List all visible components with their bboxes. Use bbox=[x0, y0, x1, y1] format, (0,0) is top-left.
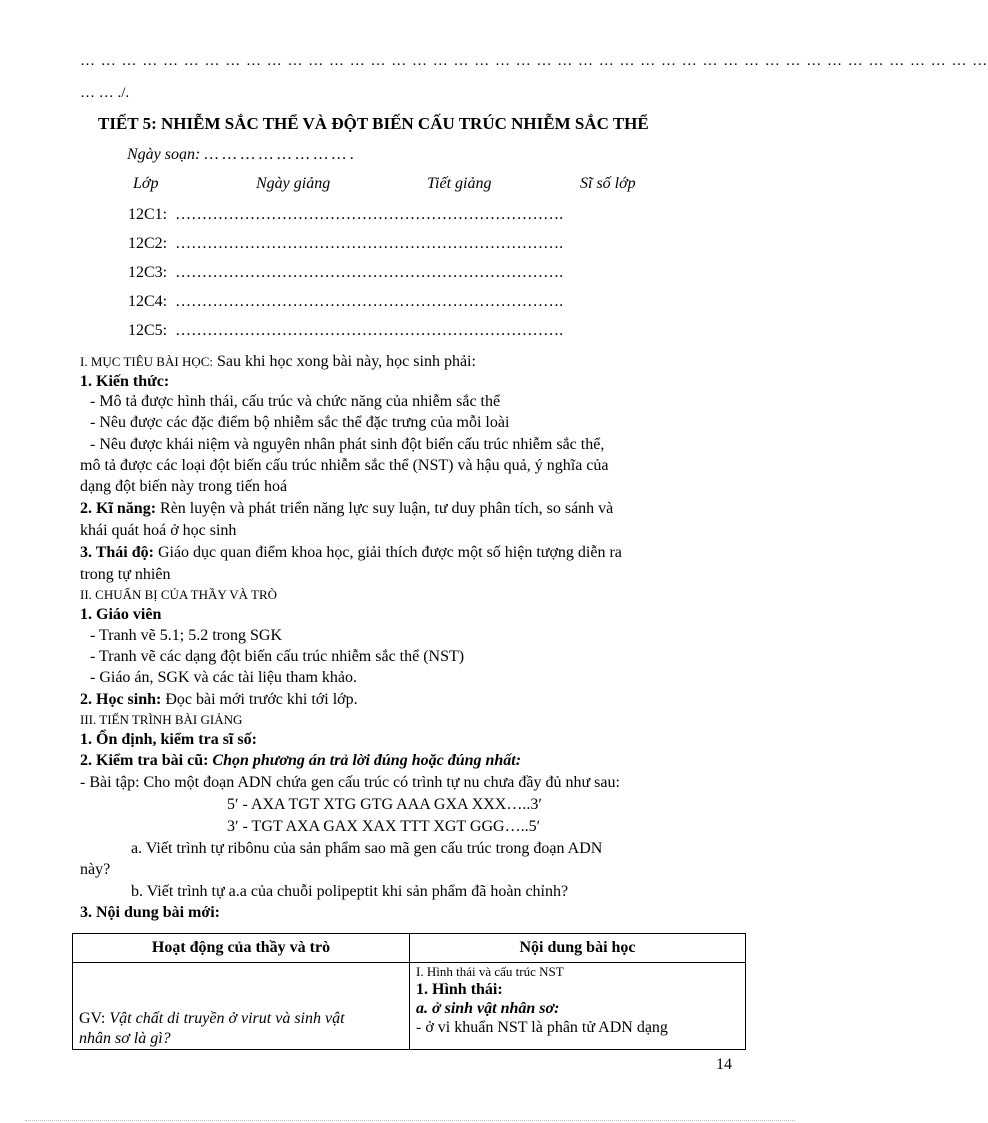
skill-line-2: khái quát hoá ở học sinh bbox=[80, 522, 237, 539]
table-row bbox=[73, 963, 746, 1050]
prep-col-date: Ngày giảng bbox=[256, 175, 331, 192]
table-header-row bbox=[73, 934, 746, 963]
content-heading: I. Hình thái và cấu trúc NST bbox=[416, 964, 564, 979]
exercise-text: - Bài tập: Cho một đoạn ADN chứa gen cấu trúc có trình tự nu chưa đầy đủ như sau: bbox=[80, 774, 620, 791]
prep-col-count: Sĩ số lớp bbox=[580, 175, 636, 192]
class-row: 12C1: ………………………………………………………………. bbox=[128, 206, 564, 223]
question-a-cont: này? bbox=[80, 861, 111, 878]
prep-col-period: Tiết giảng bbox=[427, 175, 492, 192]
table-cell-right bbox=[410, 963, 746, 1050]
prep-col-class: Lớp bbox=[133, 175, 159, 192]
dna-seq-1: 5ʹ - AXA TGT XTG GTG AAA GXA XXX…..3ʹ bbox=[227, 796, 542, 813]
header-dots-1: … … … … … … … … … … … … … … … … … … … … … … … … … … … … … … … … … … … … … … … … … … … … bbox=[80, 53, 988, 69]
table-header-content: Nội dung bài học bbox=[410, 934, 746, 963]
header-dots-2: … … ./. bbox=[80, 85, 130, 101]
table-header-activities: Hoạt động của thầy và trò bbox=[73, 934, 410, 963]
content-text: - ở vi khuẩn NST là phân tử ADN dạng bbox=[416, 1019, 668, 1036]
section3-item3: 3. Nội dung bài mới: bbox=[80, 904, 220, 921]
page-number: 14 bbox=[716, 1056, 732, 1073]
knowledge-item: dạng đột biến này trong tiến hoá bbox=[80, 478, 288, 495]
knowledge-title: 1. Kiến thức: bbox=[80, 373, 170, 390]
knowledge-item: - Nêu được khái niệm và nguyên nhân phát sinh đột biến cấu trúc nhiễm sắc thể, bbox=[90, 436, 605, 453]
dna-seq-2: 3ʹ - TGT AXA GAX XAX TTT XGT GGG…..5ʹ bbox=[227, 818, 541, 835]
class-row: 12C2: ………………………………………………………………. bbox=[128, 235, 564, 252]
footer-divider bbox=[25, 1120, 795, 1122]
gv-question: GV: Vật chất di truyền ở virut và sinh vật nhân sơ là gì? bbox=[79, 1010, 345, 1047]
prep-date: Ngày soạn: … … … … … … … … . bbox=[127, 146, 355, 163]
skill-line: 2. Kĩ năng: Rèn luyện và phát triển năng lực suy luận, tư duy phân tích, so sánh và bbox=[80, 500, 614, 517]
content-sub2: a. ở sinh vật nhân sơ: bbox=[416, 1000, 560, 1017]
student-line: 2. Học sinh: Đọc bài mới trước khi tới lớp. bbox=[80, 691, 358, 708]
lesson-table bbox=[72, 933, 746, 1050]
knowledge-item: - Nêu được các đặc điểm bộ nhiễm sắc thể đặc trưng của mỗi loài bbox=[90, 414, 510, 431]
attitude-line-2: trong tự nhiên bbox=[80, 566, 171, 583]
section3-heading: III. TIẾN TRÌNH BÀI GIẢNG bbox=[80, 712, 243, 727]
section1-heading: I. MỤC TIÊU BÀI HỌC: Sau khi học xong bài này, học sinh phải: bbox=[80, 353, 476, 370]
class-row: 12C3: ………………………………………………………………. bbox=[128, 264, 564, 281]
teacher-item: - Giáo án, SGK và các tài liệu tham khảo. bbox=[90, 669, 358, 686]
knowledge-item: mô tả được các loại đột biến cấu trúc nhiễm sắc thể (NST) và hậu quả, ý nghĩa của bbox=[80, 457, 609, 474]
teacher-title: 1. Giáo viên bbox=[80, 606, 162, 623]
page-title: TIẾT 5: NHIỄM SẮC THỂ VÀ ĐỘT BIẾN CẤU TRÚC NHIỄM SẮC THỂ bbox=[98, 114, 649, 133]
class-row: 12C4: ………………………………………………………………. bbox=[128, 293, 564, 310]
question-b: b. Viết trình tự a.a của chuỗi polipeptit khi sản phẩm đã hoàn chỉnh? bbox=[131, 883, 569, 900]
section2-heading: II. CHUẨN BỊ CỦA THẦY VÀ TRÒ bbox=[80, 587, 278, 602]
table-cell-left bbox=[73, 963, 410, 1050]
section3-item1: 1. Ổn định, kiểm tra sĩ số: bbox=[80, 731, 257, 748]
section3-item2: 2. Kiểm tra bài cũ: Chọn phương án trả lời đúng hoặc đúng nhất: bbox=[80, 752, 522, 769]
content-sub1: 1. Hình thái: bbox=[416, 981, 503, 998]
question-a: a. Viết trình tự ribônu của sản phẩm sao mã gen cấu trúc trong đoạn ADN bbox=[131, 840, 603, 857]
knowledge-item: - Mô tả được hình thái, cấu trúc và chức năng của nhiễm sắc thể bbox=[90, 393, 501, 410]
class-row: 12C5: ………………………………………………………………. bbox=[128, 322, 564, 339]
attitude-line: 3. Thái độ: Giáo dục quan điểm khoa học, giải thích được một số hiện tượng diễn ra bbox=[80, 544, 622, 561]
teacher-item: - Tranh vẽ 5.1; 5.2 trong SGK bbox=[90, 627, 283, 644]
teacher-item: - Tranh vẽ các dạng đột biến cấu trúc nhiễm sắc thể (NST) bbox=[90, 648, 465, 665]
